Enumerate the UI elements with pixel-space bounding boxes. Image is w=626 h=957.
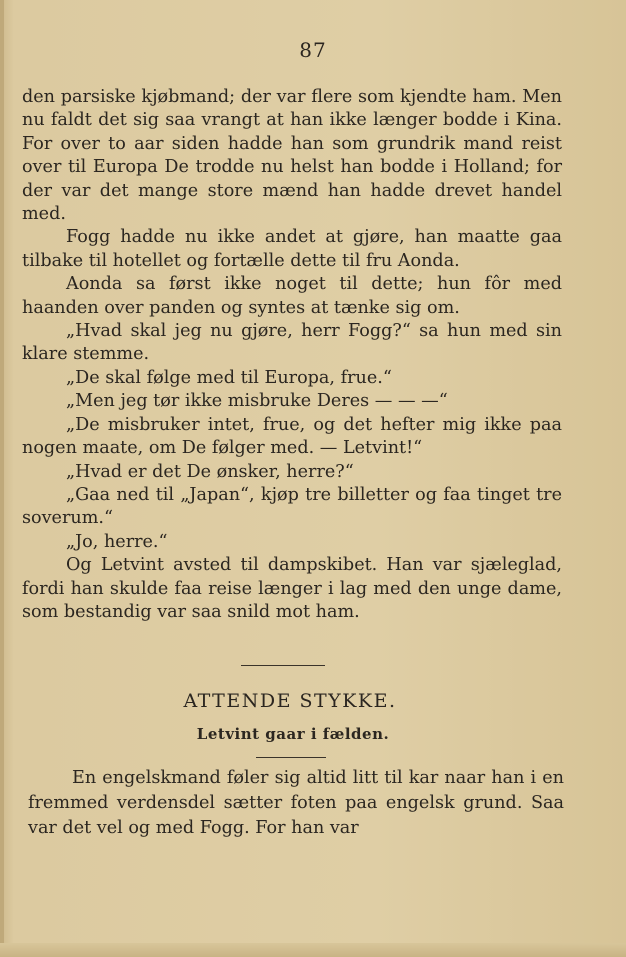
page-number: 87 [299, 38, 327, 62]
paragraph: „De misbruker intet, frue, og det hefter mig ikke paa nogen maate, om De følger med. — Letvint!“ [22, 414, 562, 459]
paragraph: „Hvad er det De ønsker, herre?“ [66, 461, 354, 482]
subtitle-divider [256, 757, 326, 758]
body-text [22, 86, 562, 624]
page-bottom-edge [0, 943, 626, 957]
page-binding-edge [0, 0, 4, 957]
chapter-title: ATTENDE STYKKE. [183, 690, 397, 712]
chapter-text [28, 766, 564, 841]
paragraph: Fogg hadde nu ikke andet at gjøre, han maatte gaa tilbake til hotellet og fortælle dette til fru Aonda. [22, 227, 562, 271]
paragraph: „Men jeg tør ikke misbruke Deres — — —“ [66, 391, 448, 412]
paragraph: „Gaa ned til „Japan“, kjøp tre billetter og faa tinget tre soverum.“ [22, 484, 562, 529]
paragraph: „Hvad skal jeg nu gjøre, herr Fogg?“ sa hun med sin klare stemme. [22, 321, 562, 365]
section-divider [241, 665, 325, 666]
paragraph: Og Letvint avsted til dampskibet. Han var sjæleglad, fordi han skulde faa reise længer i lag med den unge dame, som bestandig var saa snild mot ham. [22, 555, 562, 622]
paragraph: „De skal følge med til Europa, frue.“ [66, 367, 392, 388]
paragraph: „Jo, herre.“ [66, 531, 168, 552]
paragraph: En engelskmand føler sig altid litt til kar naar han i en fremmed verdensdel sætter foten paa engelsk grund. Saa var det vel og med Fogg. For han var [28, 768, 564, 838]
paragraph: Aonda sa først ikke noget til dette; hun fôr med haanden over panden og syntes at tænke sig om. [22, 274, 562, 318]
chapter-subtitle: Letvint gaar i fælden. [196, 725, 390, 743]
paragraph: den parsiske kjøbmand; der var flere som kjendte ham. Men nu faldt det sig saa vrangt at han ikke længer bodde i Kina. For over to aar siden hadde han som grundrik mand reist over til Europa De trodde nu helst han bodde i Holland; for der var det mange store mænd han hadde drevet handel med. [22, 87, 562, 225]
